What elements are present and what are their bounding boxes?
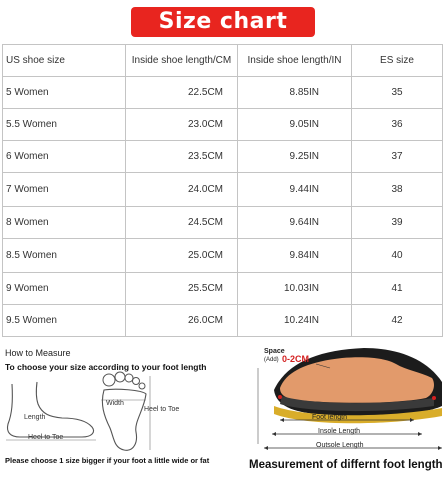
cell-us-size: 9.5 Women [3, 305, 126, 337]
cell-us-size: 7 Women [3, 173, 126, 207]
cell-us-size: 8.5 Women [3, 239, 126, 273]
cell-length-cm: 25.5CM [126, 273, 238, 305]
cell-length-in: 10.24IN [238, 305, 352, 337]
cell-length-in: 9.84IN [238, 239, 352, 273]
length-label: Length [24, 414, 46, 421]
measurement-caption: Measurement of differnt foot length [249, 459, 443, 471]
cell-length-in: 9.25IN [238, 141, 352, 173]
table-row [3, 109, 443, 141]
cell-es-size: 37 [352, 141, 443, 173]
table-row [3, 305, 443, 337]
cell-length-in: 9.05IN [238, 109, 352, 141]
table-row [3, 77, 443, 109]
cell-us-size: 5 Women [3, 77, 126, 109]
table-row [3, 207, 443, 239]
cell-us-size: 6 Women [3, 141, 126, 173]
cell-length-cm: 23.0CM [126, 109, 238, 141]
cell-length-cm: 22.5CM [126, 77, 238, 109]
cell-us-size: 8 Women [3, 207, 126, 239]
table-row [3, 273, 443, 305]
size-up-note: Please choose 1 size bigger if your foot a little wide or fat [5, 456, 210, 465]
outsole-length-label: Outsole Length [316, 442, 364, 449]
space-value: 0-2CM [282, 354, 310, 364]
space-label: Space [264, 348, 285, 355]
cell-length-in: 10.03IN [238, 273, 352, 305]
size-table [2, 44, 443, 337]
table-header-row [3, 45, 443, 77]
cell-es-size: 41 [352, 273, 443, 305]
table-row [3, 173, 443, 207]
heel-to-toe-side-label: Heel to Toe [28, 434, 64, 441]
table-row [3, 141, 443, 173]
cell-es-size: 39 [352, 207, 443, 239]
cell-length-in: 9.64IN [238, 207, 352, 239]
cell-length-cm: 24.5CM [126, 207, 238, 239]
cell-length-in: 8.85IN [238, 77, 352, 109]
shoe-measurement-diagram [246, 344, 444, 474]
heel-to-toe-top-label: Heel to Toe [144, 406, 180, 413]
header-us-size: US shoe size [3, 45, 126, 77]
how-to-measure-subtitle: To choose your size according to your foot length [5, 362, 207, 372]
cell-length-cm: 24.0CM [126, 173, 238, 207]
cell-us-size: 5.5 Women [3, 109, 126, 141]
insole-length-label: Insole Length [318, 428, 361, 435]
size-chart-banner: Size chart [131, 7, 315, 37]
header-length-in: Inside shoe length/IN [238, 45, 352, 77]
header-length-cm: Inside shoe length/CM [126, 45, 238, 77]
cell-es-size: 35 [352, 77, 443, 109]
foot-length-label: Foot length [312, 414, 348, 421]
cell-es-size: 40 [352, 239, 443, 273]
cell-length-cm: 25.0CM [126, 239, 238, 273]
cell-length-cm: 23.5CM [126, 141, 238, 173]
cell-length-in: 9.44IN [238, 173, 352, 207]
space-add-label: (Add) [264, 357, 279, 363]
how-to-measure-title: How to Measure [5, 348, 71, 358]
header-es-size: ES size [352, 45, 443, 77]
cell-es-size: 38 [352, 173, 443, 207]
cell-es-size: 42 [352, 305, 443, 337]
width-label: Width [106, 400, 124, 407]
cell-length-cm: 26.0CM [126, 305, 238, 337]
cell-us-size: 9 Women [3, 273, 126, 305]
how-to-measure-panel [4, 348, 232, 470]
cell-es-size: 36 [352, 109, 443, 141]
table-row [3, 239, 443, 273]
